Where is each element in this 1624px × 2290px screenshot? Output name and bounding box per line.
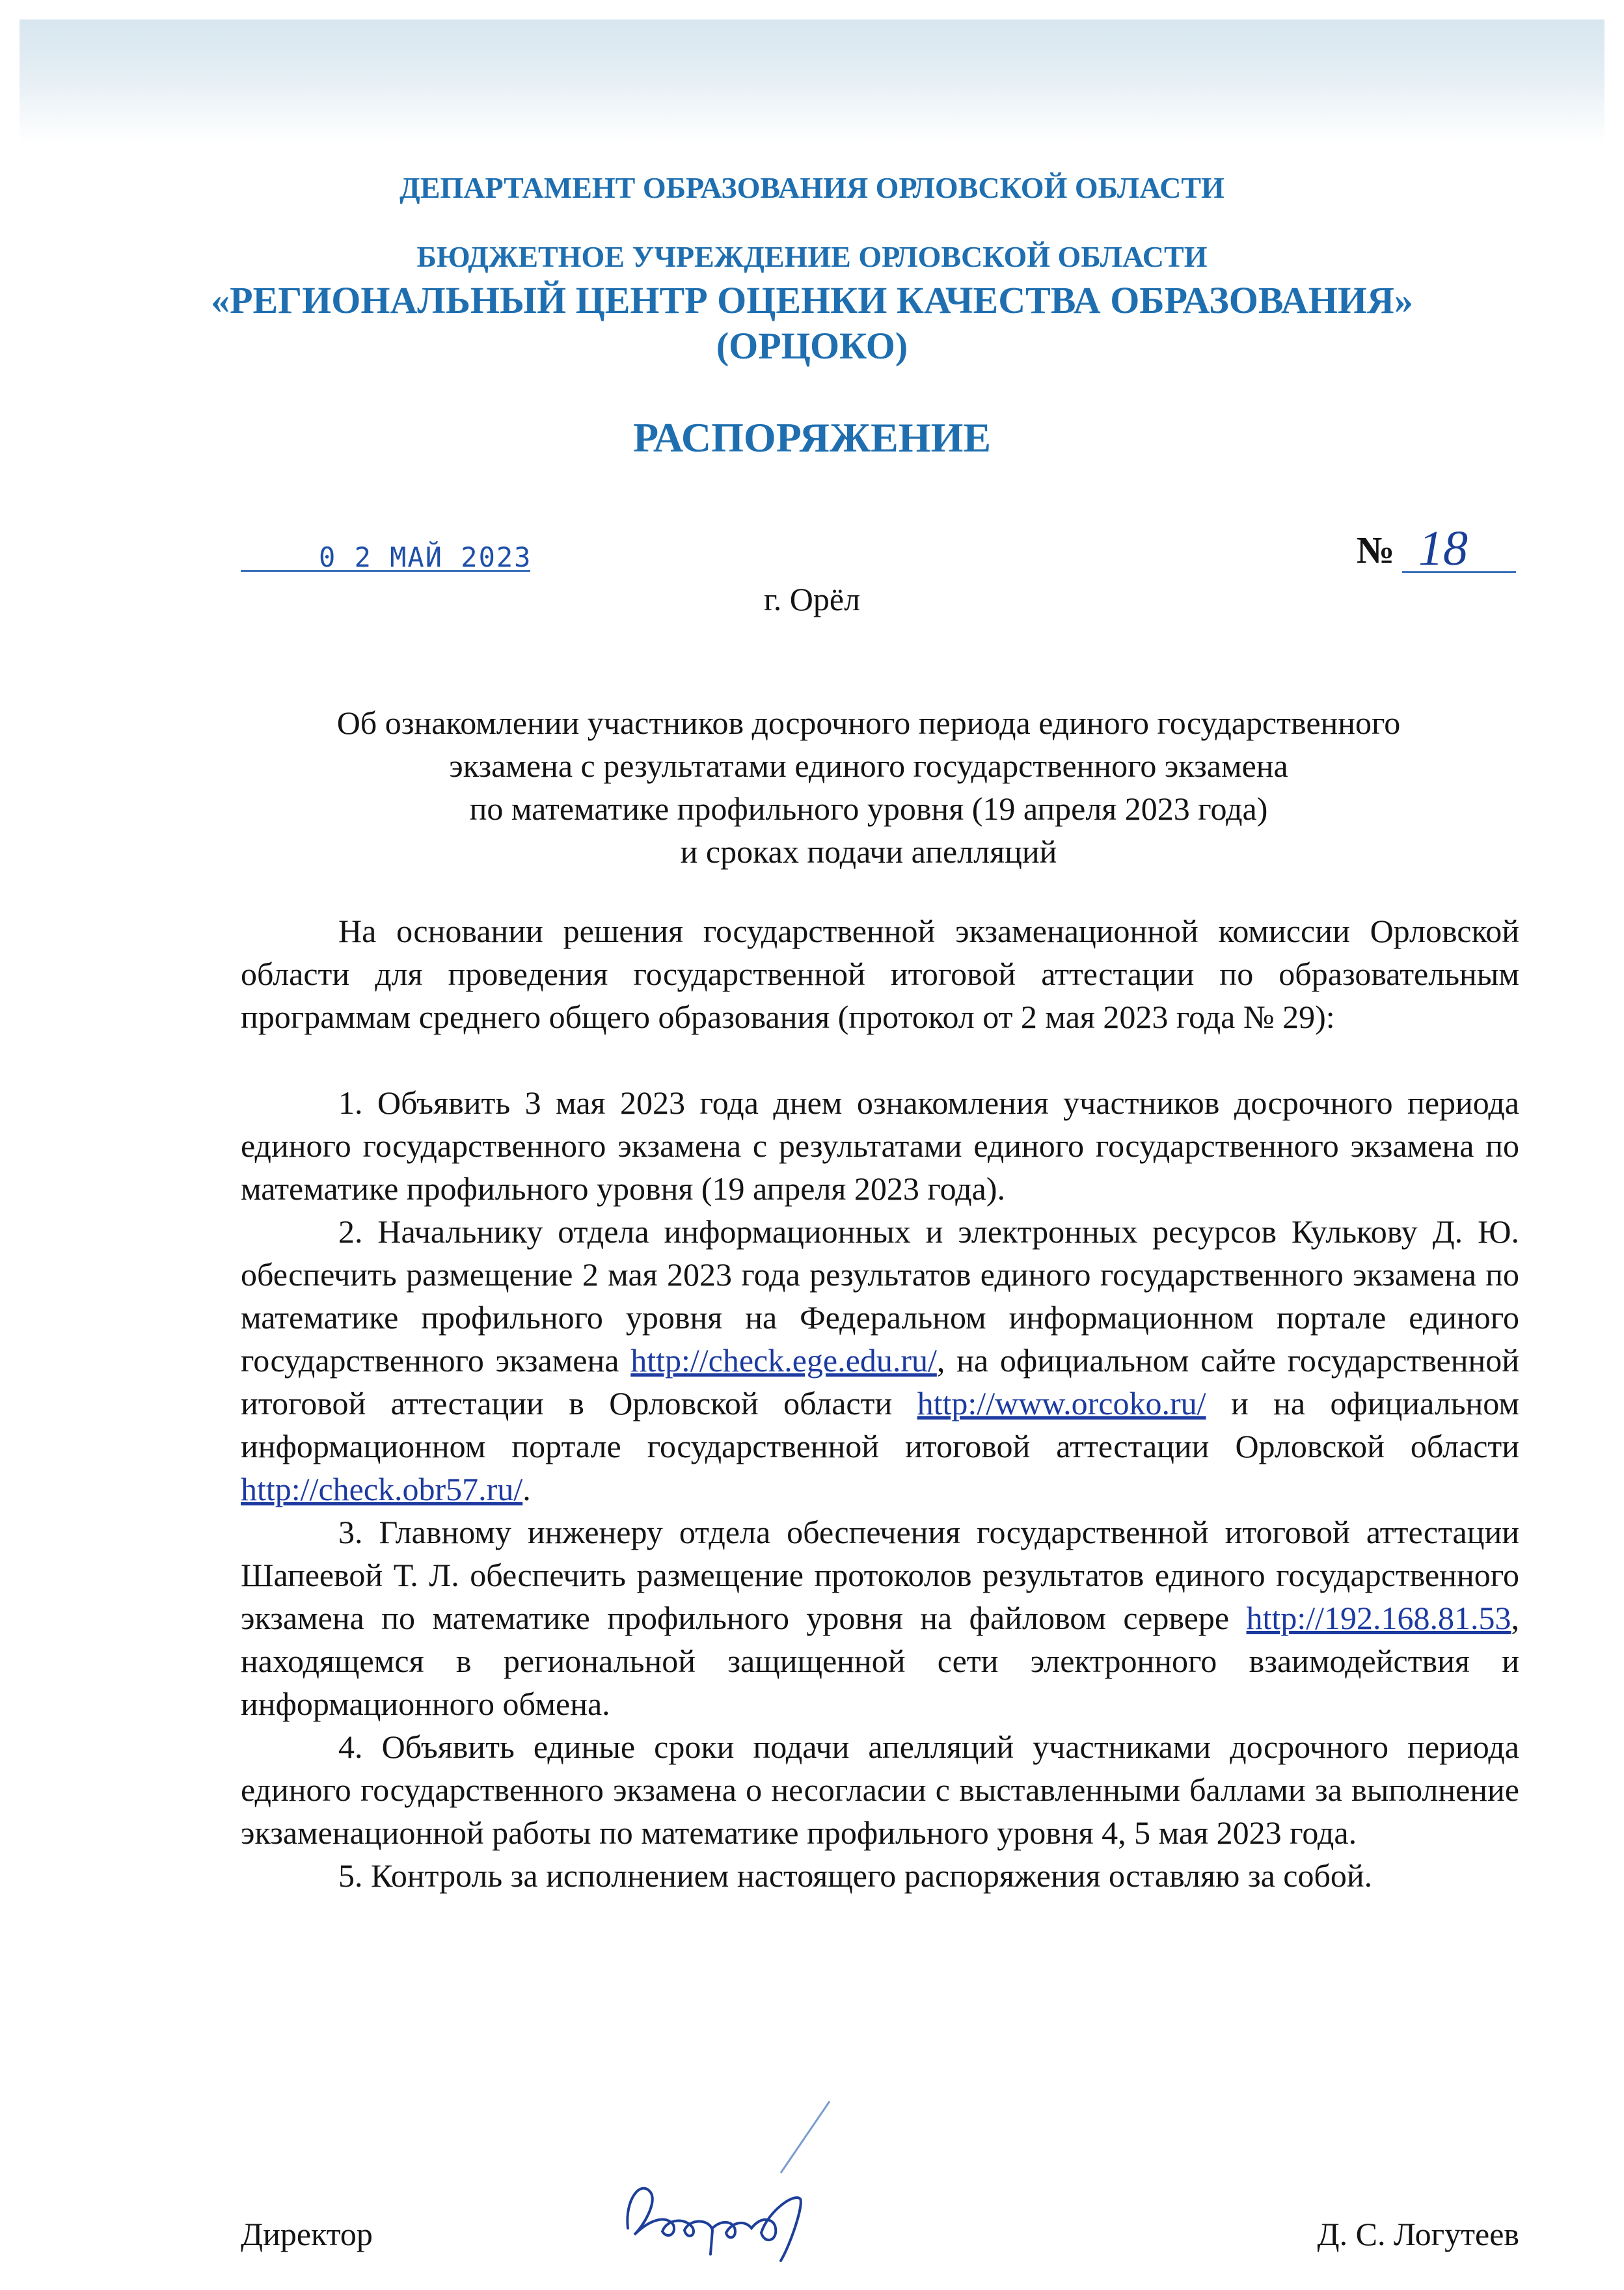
- item-2-text: , на официальном сайте государственной итоговой аттестации в Орловской области: [241, 1342, 1519, 1421]
- item-3-text: , находящемся в региональной защищенной сети электронного взаимодействия и информационного обмена.: [241, 1600, 1519, 1722]
- item-2-text: 2. Начальнику отдела информационных и электронных ресурсов Кулькову Д. Ю. обеспечить размещение 2 мая 2023 года результатов единого государственного экзамена по математике профильного уровня на Федеральном информационном портале единого государственного экзамена: [241, 1213, 1519, 1379]
- institution-line-1: БЮДЖЕТНОЕ УЧРЕЖДЕНИЕ ОРЛОВСКОЙ ОБЛАСТИ: [416, 240, 1208, 273]
- item-2-text: и на официальном информационном портале государственной итоговой аттестации Орловской области: [241, 1385, 1519, 1464]
- link-file-server[interactable]: http://192.168.81.53: [1246, 1600, 1511, 1636]
- institution-line-3: (ОРЦОКО): [716, 325, 908, 367]
- date-stamp: 0 2 МАЙ 2023: [319, 541, 532, 573]
- city-line: г. Орёл: [763, 581, 861, 617]
- link-check-ege[interactable]: http://check.ege.edu.ru/: [630, 1342, 937, 1379]
- item-5: 5. Контроль за исполнением настоящего распоряжения оставляю за собой.: [338, 1857, 1373, 1894]
- subject-line-2: экзамена с результатами единого государственного экзамена: [449, 748, 1288, 784]
- item-1: 1. Объявить 3 мая 2023 года днем ознакомления участников досрочного периода единого государственного экзамена с результатами единого государственного экзамена по математике профильного уровня (19 апреля 2023 года).: [241, 1084, 1519, 1207]
- document-body: [241, 909, 1519, 1897]
- signer-title: Директор: [241, 2216, 373, 2252]
- subject-line-1: Об ознакомлении участников досрочного периода единого государственного: [336, 705, 1401, 741]
- item-3-text: 3. Главному инженеру отдела обеспечения государственной итоговой аттестации Шапеевой Т. Л. обеспечить размещение протоколов результатов единого государственного экзамена по математике профильного уровня на файловом сервере: [241, 1514, 1519, 1636]
- scan-top-shading: [20, 20, 1604, 143]
- item-2-text: .: [522, 1471, 531, 1507]
- link-orcoko[interactable]: http://www.orcoko.ru/: [917, 1385, 1206, 1421]
- institution-line-2: «РЕГИОНАЛЬНЫЙ ЦЕНТР ОЦЕНКИ КАЧЕСТВА ОБРАЗОВАНИЯ»: [211, 279, 1413, 321]
- document-subject: [221, 701, 1516, 873]
- intro-paragraph: На основании решения государственной экзаменационной комиссии Орловской области для проведения государственной итоговой аттестации по образовательным программам среднего общего образования (протокол от 2 мая 2023 года № 29):: [241, 913, 1519, 1035]
- item-3: [241, 1511, 1519, 1725]
- link-check-obr57[interactable]: http://check.obr57.ru/: [241, 1471, 523, 1507]
- department-title: ДЕПАРТАМЕНТ ОБРАЗОВАНИЯ ОРЛОВСКОЙ ОБЛАСТИ: [399, 171, 1225, 204]
- document-type-title: РАСПОРЯЖЕНИЕ: [632, 414, 992, 461]
- subject-line-4: и сроках подачи апелляций: [680, 833, 1057, 870]
- handwritten-signature: [605, 2095, 891, 2264]
- signer-name: Д. С. Логутеев: [1317, 2216, 1519, 2252]
- item-4: 4. Объявить единые сроки подачи апелляций участниками досрочного периода единого государственного экзамена о несогласии с выставленными баллами за выполнение экзаменационной работы по математике профильного уровня 4, 5 мая 2023 года.: [241, 1729, 1519, 1851]
- subject-line-3: по математике профильного уровня (19 апреля 2023 года): [469, 790, 1268, 827]
- item-2: [241, 1210, 1519, 1511]
- handwritten-number: 18: [1418, 521, 1468, 576]
- number-label: №: [1357, 529, 1395, 571]
